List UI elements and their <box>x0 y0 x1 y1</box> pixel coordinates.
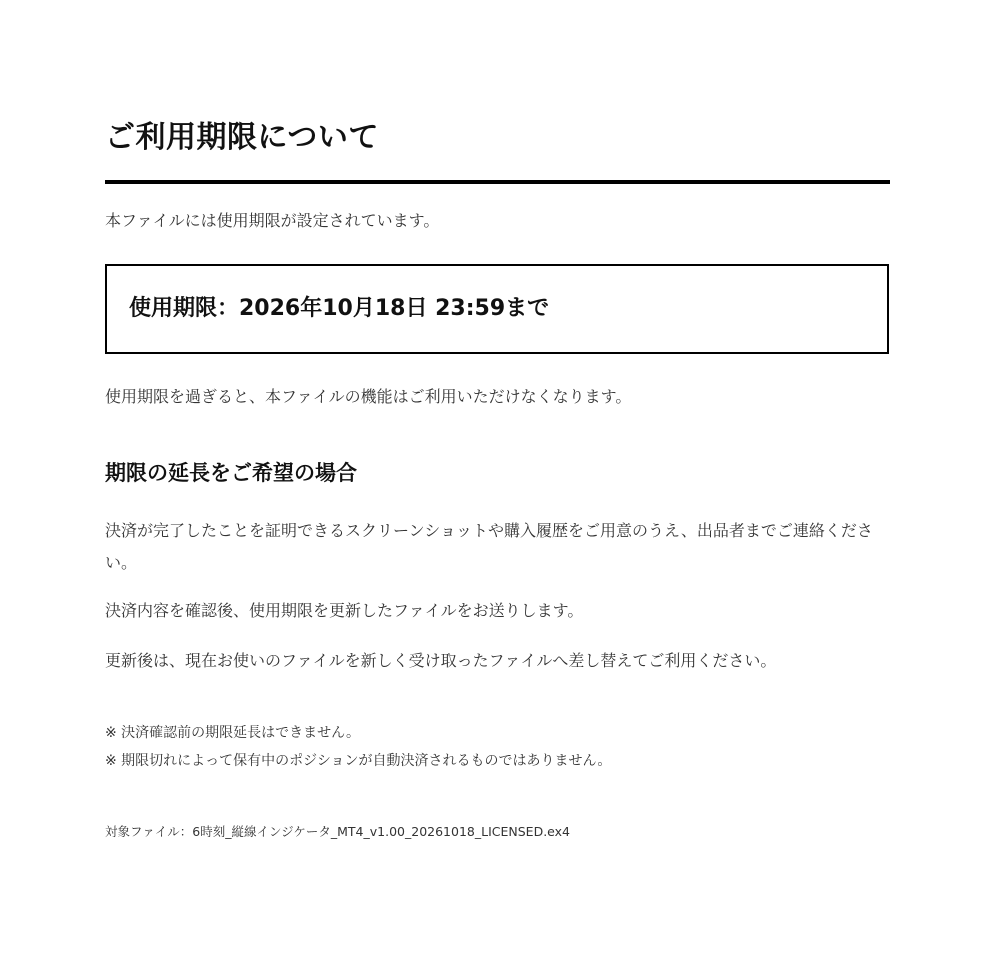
extension-section-heading: 期限の延長をご希望の場合 <box>105 461 357 485</box>
intro-text: 本ファイルには使用期限が設定されています。 <box>105 211 440 230</box>
expiry-box <box>105 264 889 354</box>
extension-paragraph-2: 決済内容を確認後、使用期限を更新したファイルをお送りします。 <box>105 601 584 620</box>
note-2: ※ 期限切れによって保有中のポジションが自動決済されるものではありません。 <box>105 753 612 769</box>
after-expiry-text: 使用期限を過ぎると、本ファイルの機能はご利用いただけなくなります。 <box>105 387 632 406</box>
title-divider <box>105 180 890 184</box>
extension-paragraph-1: 決済が完了したことを証明できるスクリーンショットや購入履歴をご用意のうえ、出品者までご連絡ください。 <box>105 521 873 572</box>
target-file-name: 対象ファイル：6時刻_縦線インジケータ_MT4_v1.00_20261018_LICENSED.ex4 <box>105 824 570 839</box>
note-1: ※ 決済確認前の期限延長はできません。 <box>105 725 361 741</box>
extension-paragraph-3: 更新後は、現在お使いのファイルを新しく受け取ったファイルへ差し替えてご利用ください。 <box>105 651 777 670</box>
expiry-date-text: 使用期限：2026年10月18日 23:59まで <box>129 296 550 321</box>
page-title: ご利用期限について <box>105 120 379 155</box>
